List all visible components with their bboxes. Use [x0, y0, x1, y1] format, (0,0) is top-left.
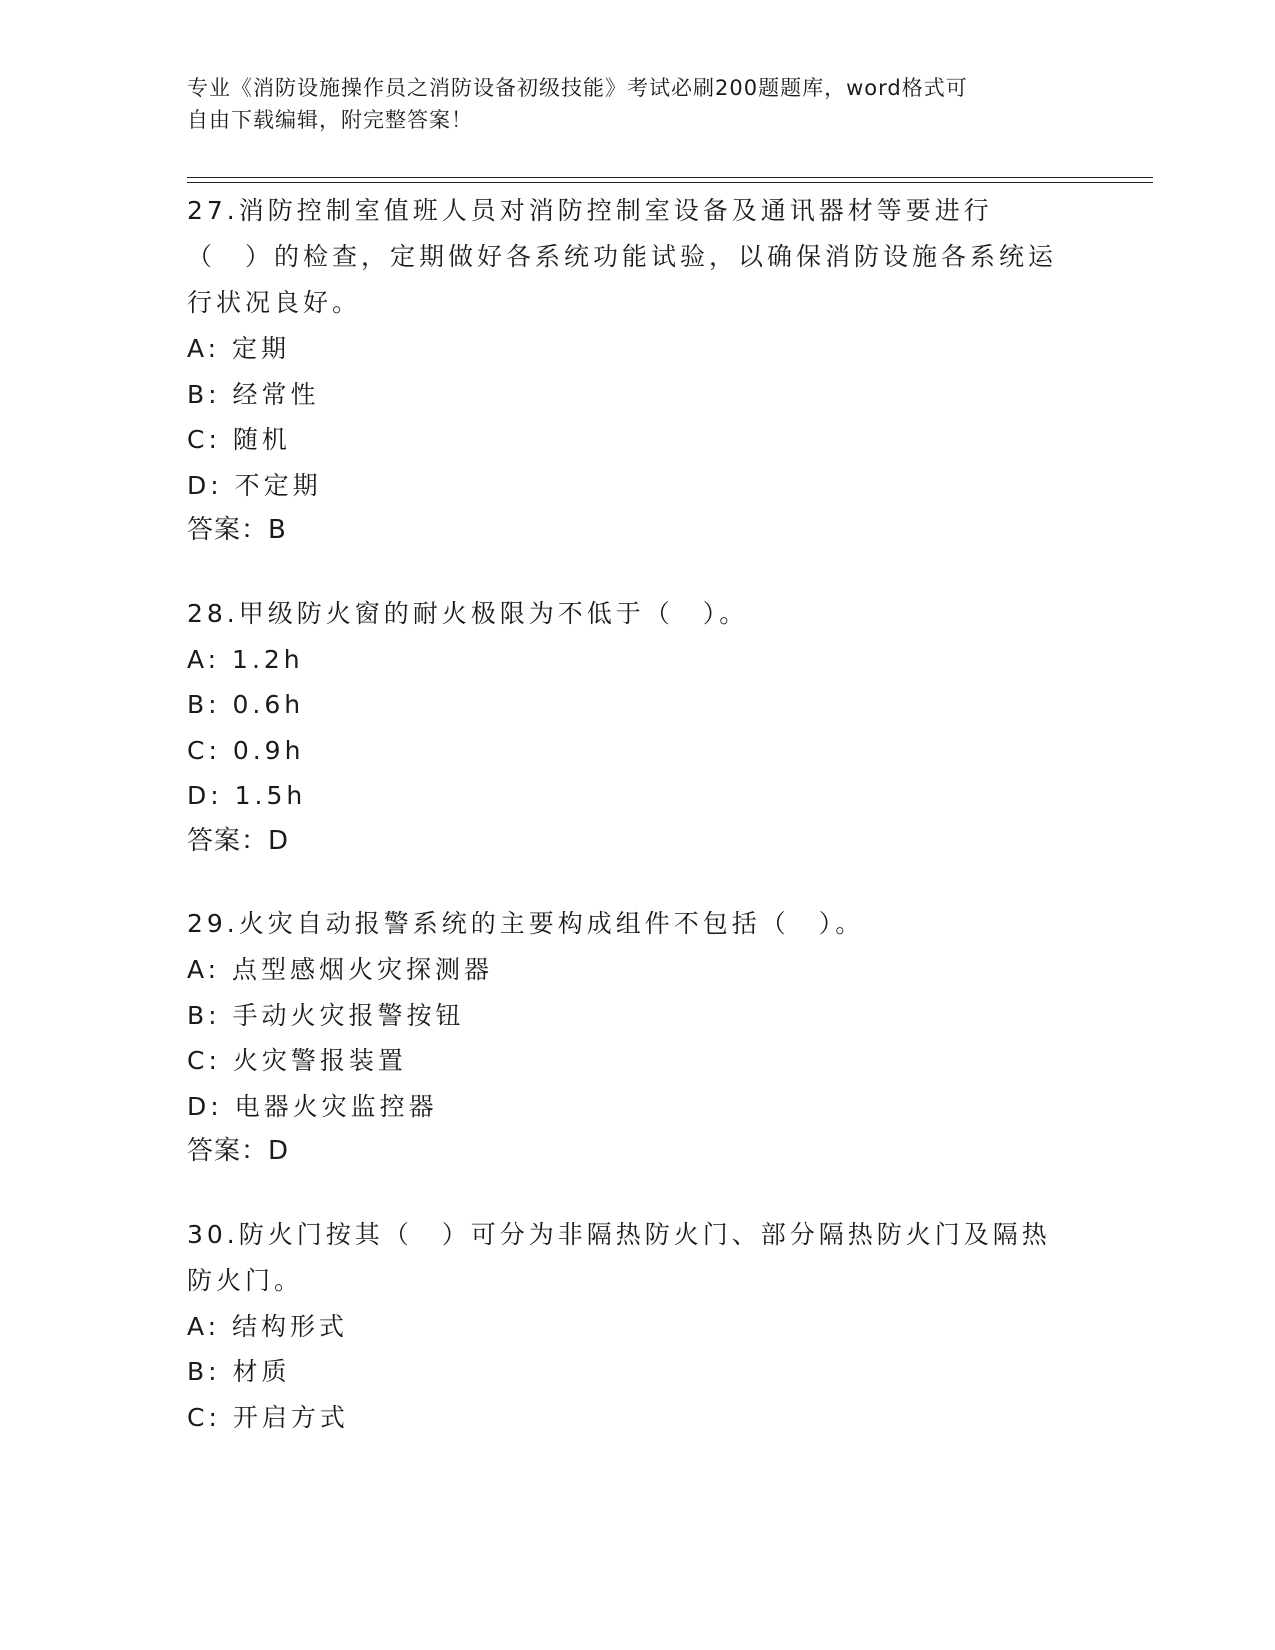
option-c: C: 开启方式: [187, 1402, 349, 1432]
question-29: [187, 901, 1067, 1175]
answer-label: 答案：D: [187, 825, 290, 856]
option-c: C: 火灾警报装置: [187, 1046, 407, 1075]
document-header: [187, 72, 1067, 136]
option-b: B: 材质: [187, 1357, 291, 1386]
header-line-1: 专业《消防设施操作员之消防设备初级技能》考试必刷200题题库，word格式可: [187, 76, 968, 100]
option-b: B: 0.6h: [187, 690, 305, 719]
question-list: [187, 188, 1067, 1477]
question-stem: 30.防火门按其（ ）可分为非隔热防火门、部分隔热防火门及隔热防火门。: [187, 1219, 1051, 1295]
answer-label: 答案：B: [187, 515, 287, 545]
question-30: [187, 1212, 1067, 1441]
question-28: [187, 591, 1067, 865]
answer-label: 答案：D: [187, 1136, 290, 1166]
question-stem: 27.消防控制室值班人员对消防控制室设备及通讯器材等要进行（ ）的检查，定期做好各系统功能试验，以确保消防设施各系统运行状况良好。: [187, 196, 1058, 317]
option-d: D: 1.5h: [187, 781, 307, 810]
option-a: A: 定期: [187, 334, 291, 363]
option-b: B: 经常性: [187, 379, 320, 409]
header-divider-top: [187, 177, 1153, 178]
header-line-2: 自由下载编辑，附完整答案！: [187, 108, 473, 132]
question-stem: 28.甲级防火窗的耐火极限为不低于（ ）。: [187, 598, 749, 628]
question-27: [187, 188, 1067, 554]
option-a: A: 1.2h: [187, 644, 304, 674]
header-divider-bottom: [187, 182, 1153, 183]
question-stem: 29.火灾自动报警系统的主要构成组件不包括（ ）。: [187, 909, 865, 938]
option-d: D: 电器火灾监控器: [187, 1091, 438, 1121]
option-d: D: 不定期: [187, 470, 322, 500]
option-a: A: 结构形式: [187, 1311, 349, 1341]
option-c: C: 随机: [187, 425, 291, 454]
option-c: C: 0.9h: [187, 735, 305, 765]
option-b: B: 手动火灾报警按钮: [187, 1000, 465, 1030]
option-a: A: 点型感烟火灾探测器: [187, 955, 494, 984]
